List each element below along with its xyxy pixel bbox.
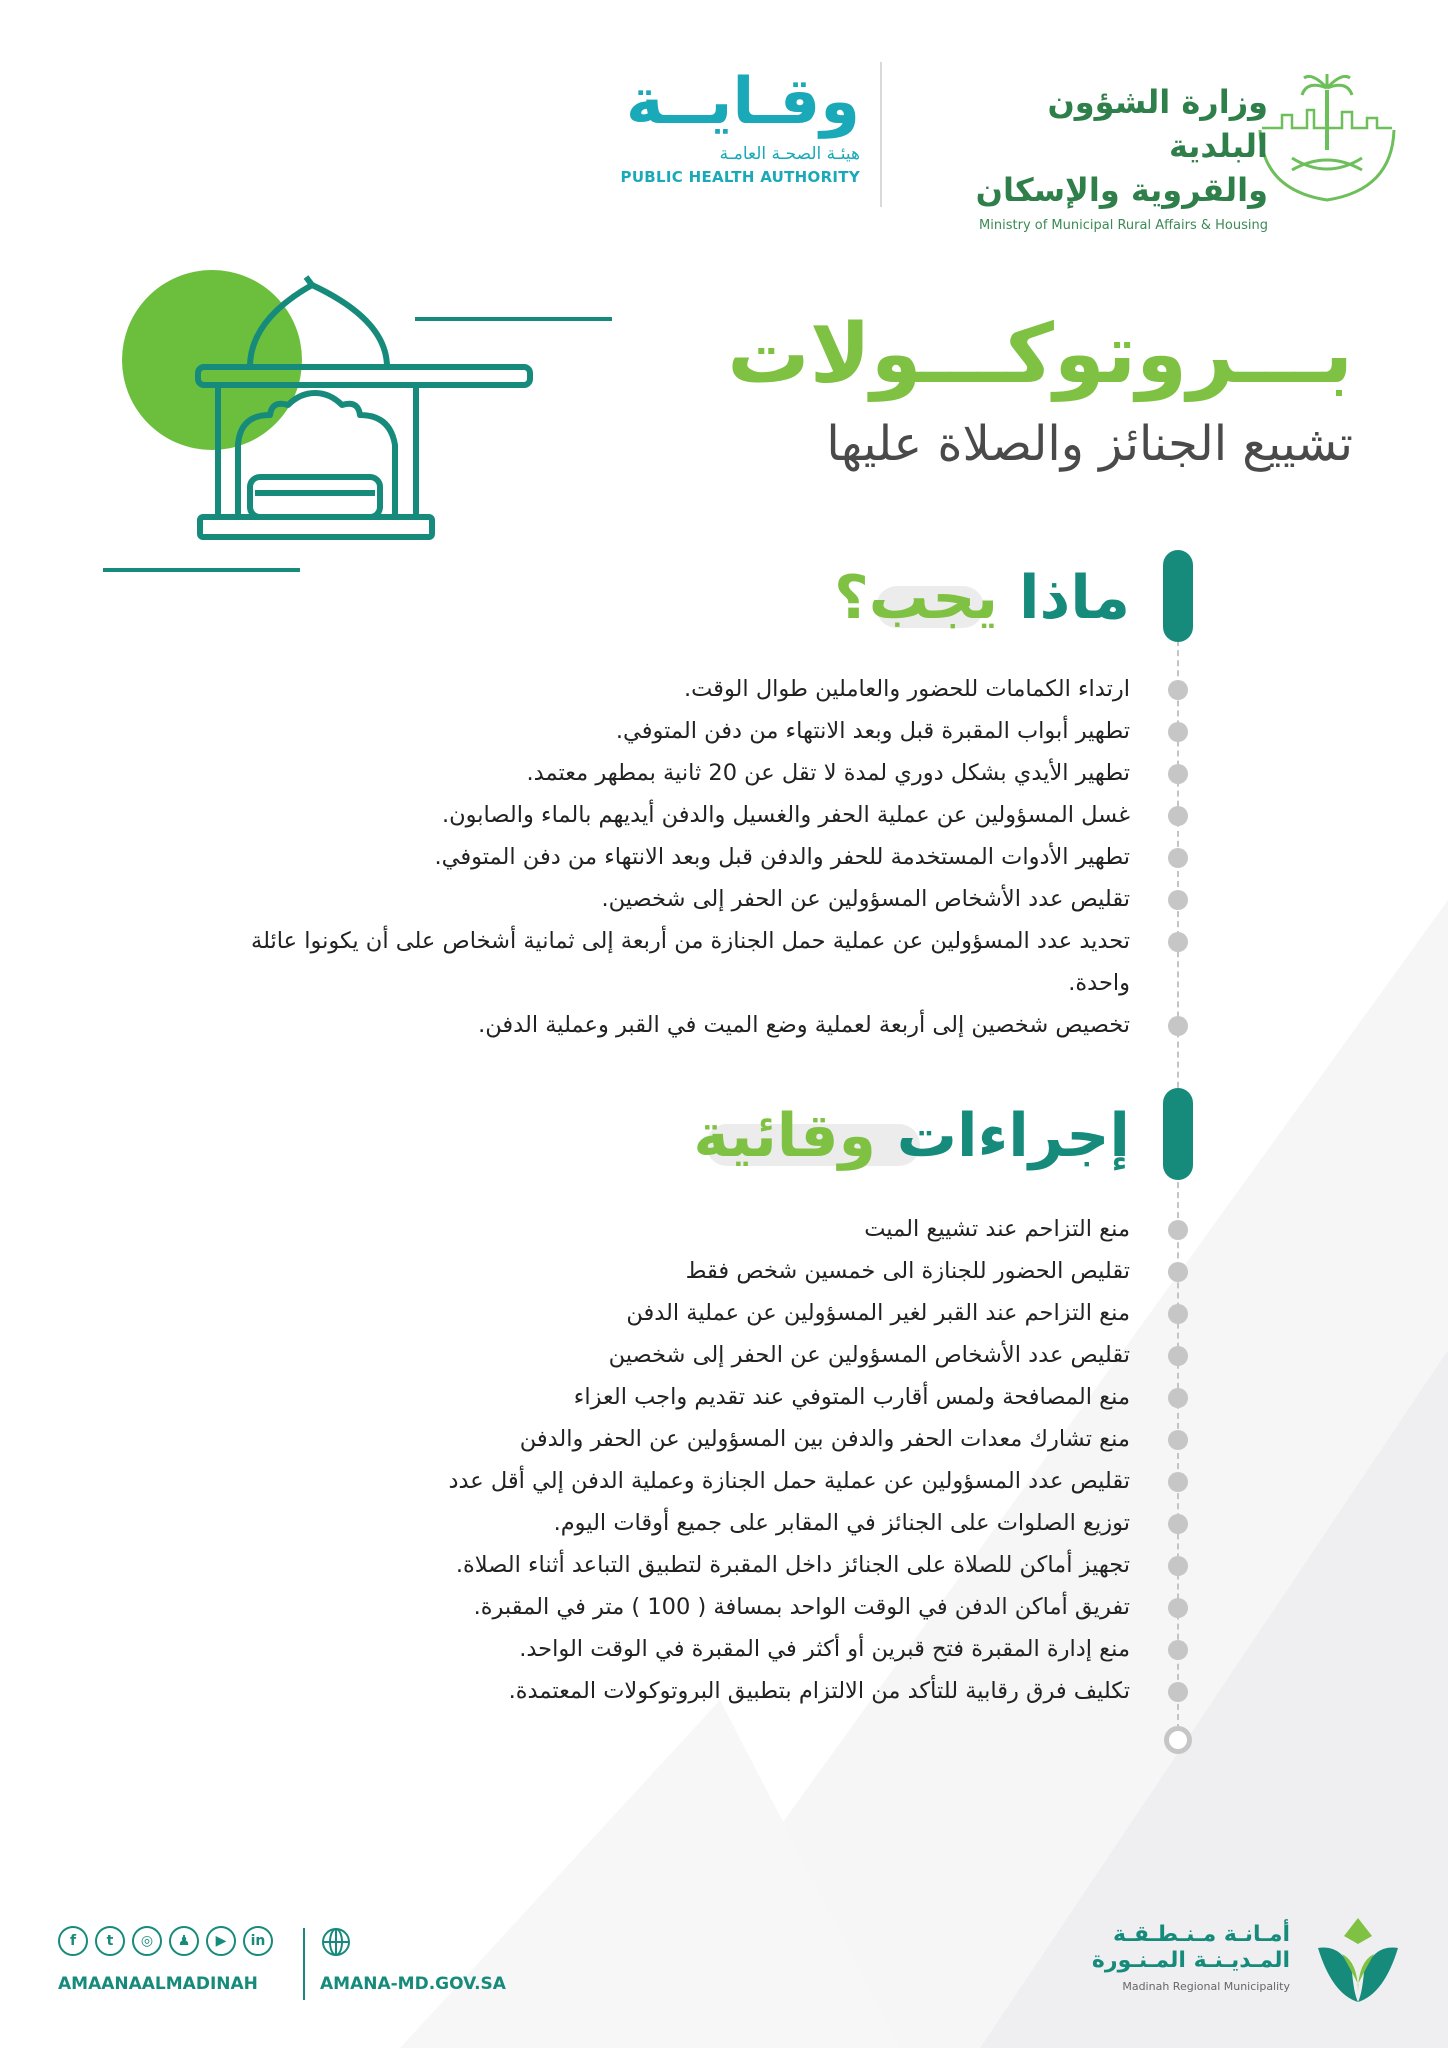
wiqaya-arabic: وقـايــة	[625, 65, 860, 139]
list-item: تكليف فرق رقابية للتأكد من الالتزام بتطبيق البروتوكولات المعتمدة.	[508, 1678, 1130, 1704]
timeline-end-ring	[1164, 1726, 1192, 1754]
timeline-dot	[1168, 1640, 1188, 1660]
list-item: تطهير أبواب المقبرة قبل وبعد الانتهاء من دفن المتوفي.	[615, 718, 1130, 744]
linkedin-icon[interactable]: in	[243, 1926, 273, 1956]
list-item: منع إدارة المقبرة فتح قبرين أو أكثر في المقبرة في الوقت الواحد.	[519, 1636, 1130, 1662]
page-title: بـــروتوكـــولات	[727, 307, 1353, 402]
youtube-icon[interactable]: ▶	[206, 1926, 236, 1956]
ministry-name-line1: وزارة الشؤون البلدية	[1047, 83, 1268, 165]
timeline-dot	[1168, 1514, 1188, 1534]
list-item: تقليص الحضور للجنازة الى خمسين شخص فقط	[685, 1258, 1130, 1284]
list-item: توزيع الصلوات على الجنائز في المقابر على جميع أوقات اليوم.	[553, 1510, 1130, 1536]
list-item: تقليص عدد الأشخاص المسؤولين عن الحفر إلى شخصين.	[601, 886, 1130, 912]
website-link[interactable]: AMANA-MD.GOV.SA	[320, 1974, 506, 1994]
timeline-dot	[1168, 1346, 1188, 1366]
list-item: منع التزاحم عند تشييع الميت	[864, 1216, 1130, 1242]
list-item: تطهير الأيدي بشكل دوري لمدة لا تقل عن 20 ثانية بمطهر معتمد.	[526, 760, 1130, 786]
list-item: تخصيص شخصين إلى أربعة لعملية وضع الميت في القبر وعملية الدفن.	[478, 1012, 1130, 1038]
section-marker-1	[1163, 550, 1193, 642]
wiqaya-english: PUBLIC HEALTH AUTHORITY	[620, 168, 860, 186]
globe-icon	[320, 1926, 352, 1958]
timeline-dot	[1168, 1388, 1188, 1408]
amana-line1: أمـانـة مـنـطـقـة	[1112, 1922, 1290, 1947]
social-icons	[58, 1926, 273, 1956]
list-item: تفريق أماكن الدفن في الوقت الواحد بمسافة ( 100 ) متر في المقبرة.	[473, 1594, 1130, 1620]
timeline-dot	[1168, 932, 1188, 952]
timeline-dot	[1168, 1682, 1188, 1702]
amana-emblem-icon	[1312, 1914, 1404, 2006]
timeline-dot	[1168, 1556, 1188, 1576]
list-item: منع المصافحة ولمس أقارب المتوفي عند تقديم واجب العزاء	[573, 1384, 1130, 1410]
section-title-2	[630, 1096, 1130, 1176]
footer-divider	[303, 1928, 305, 2000]
amana-line2: المـديـنـة المـنـورة	[1091, 1948, 1290, 1973]
list-item: منع تشارك معدات الحفر والدفن بين المسؤولين عن الحفر والدفن	[519, 1426, 1130, 1452]
timeline-dot	[1168, 1220, 1188, 1240]
timeline-dot	[1168, 890, 1188, 910]
list-item: تحديد عدد المسؤولين عن عملية حمل الجنازة من أربعة إلى ثمانية أشخاص على أن يكونوا عائلة واحدة.	[251, 928, 1130, 996]
header-divider	[880, 62, 882, 207]
timeline-dot	[1168, 1430, 1188, 1450]
list-item: منع التزاحم عند القبر لغير المسؤولين عن عملية الدفن	[626, 1300, 1130, 1326]
list-item: غسل المسؤولين عن عملية الحفر والغسيل والدفن أيديهم بالماء والصابون.	[441, 802, 1130, 828]
timeline-dot	[1168, 680, 1188, 700]
section-title-1-part2: يجب؟	[833, 563, 999, 633]
section-marker-2	[1163, 1088, 1193, 1180]
timeline-dot	[1168, 764, 1188, 784]
ministry-name-english: Ministry of Municipal Rural Affairs & Housing	[979, 218, 1268, 233]
section-title-2-part2: وقائية	[693, 1101, 876, 1171]
facebook-icon[interactable]: f	[58, 1926, 88, 1956]
timeline-dot	[1168, 1598, 1188, 1618]
wiqaya-logo	[610, 62, 860, 186]
ministry-logo-text	[938, 80, 1268, 233]
social-handle[interactable]: AMAANAALMADINAH	[58, 1974, 258, 1994]
twitter-icon[interactable]: t	[95, 1926, 125, 1956]
timeline-dot	[1168, 1262, 1188, 1282]
ministry-name-line2: والقروية والإسكان	[975, 171, 1268, 209]
list-item: تقليص عدد الأشخاص المسؤولين عن الحفر إلى شخصين	[608, 1342, 1130, 1368]
page-subtitle: تشييع الجنائز والصلاة عليها	[826, 416, 1353, 472]
section-title-2-part1: إجراءات	[896, 1101, 1130, 1171]
amana-english: Madinah Regional Municipality	[1122, 1980, 1290, 1993]
list-item: ارتداء الكمامات للحضور والعاملين طوال الوقت.	[683, 676, 1130, 702]
timeline-dot	[1168, 1016, 1188, 1036]
timeline-dot	[1168, 722, 1188, 742]
list-item: تجهيز أماكن للصلاة على الجنائز داخل المقبرة لتطبيق التباعد أثناء الصلاة.	[455, 1552, 1130, 1578]
section-title-1-part1: ماذا	[1018, 563, 1130, 633]
timeline-dot	[1168, 806, 1188, 826]
list-item: تطهير الأدوات المستخدمة للحفر والدفن قبل وبعد الانتهاء من دفن المتوفي.	[434, 844, 1130, 870]
mosque-illustration-icon	[100, 265, 620, 585]
timeline-dot	[1168, 1304, 1188, 1324]
timeline-dot	[1168, 848, 1188, 868]
list-item: تقليص عدد المسؤولين عن عملية حمل الجنازة وعملية الدفن إلي أقل عدد	[448, 1468, 1130, 1494]
section-title-1	[630, 558, 1130, 638]
instagram-icon[interactable]: ◎	[132, 1926, 162, 1956]
wiqaya-subtitle: هيئـة الصحـة العامـة	[719, 144, 860, 164]
amana-logo-text	[1060, 1922, 1290, 1993]
snapchat-icon[interactable]: ♟	[169, 1926, 199, 1956]
ministry-emblem-icon	[1252, 70, 1402, 205]
timeline-dot	[1168, 1472, 1188, 1492]
